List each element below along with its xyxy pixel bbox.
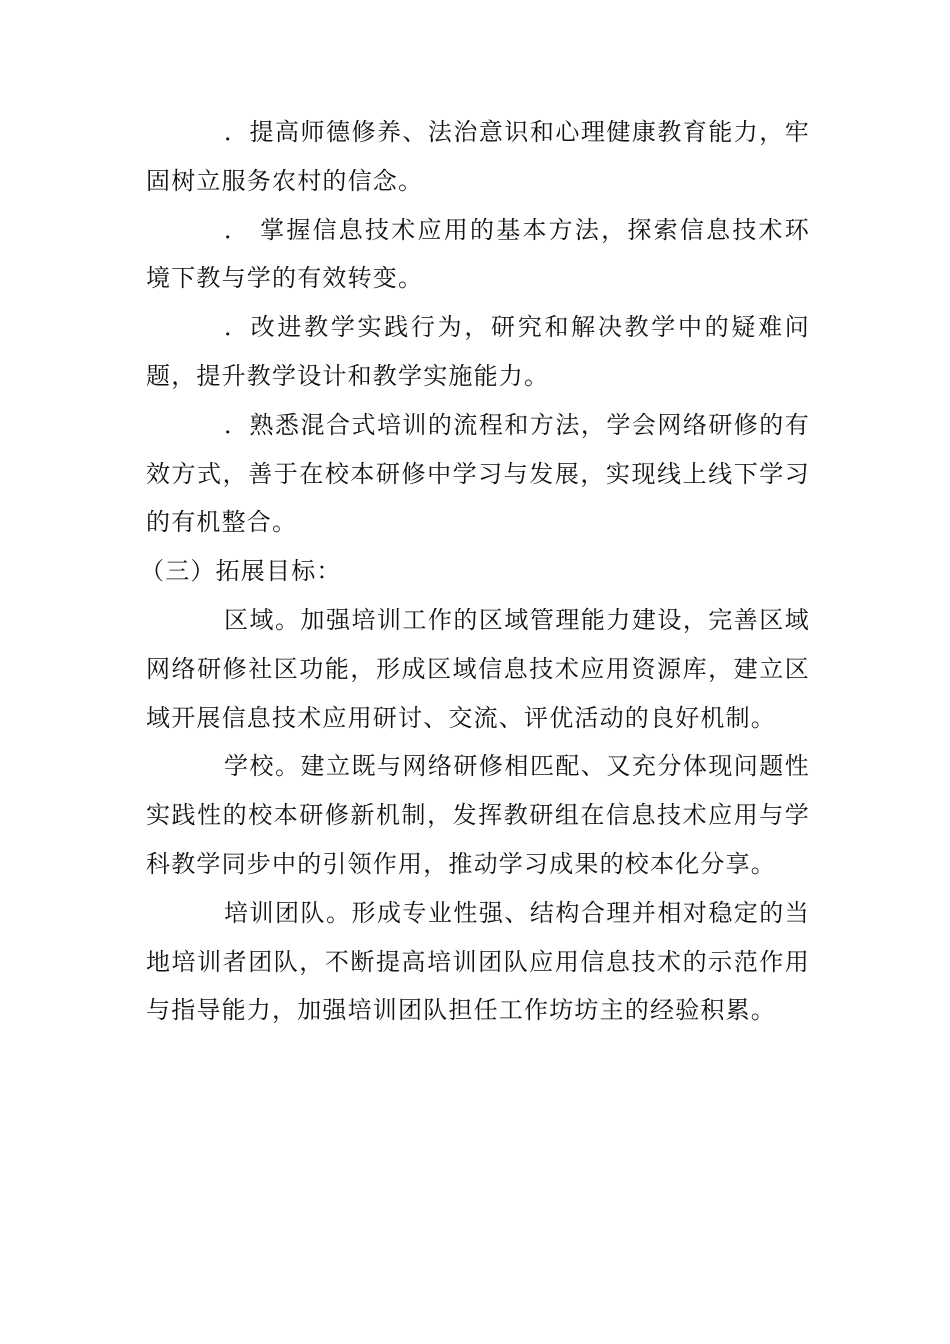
paragraph-extended-region: 区域。加强培训工作的区域管理能力建设，完善区域网络研修社区功能，形成区域信息技术应用资源库，建立区域开展信息技术应用研讨、交流、评优活动的良好机制。: [146, 605, 810, 732]
paragraph-goal-ethics: ．提高师德修养、法治意识和心理健康教育能力，牢固树立服务农村的信念。: [146, 118, 810, 195]
section-heading-extended-goals: （三）拓展目标：: [140, 557, 342, 586]
paragraph-extended-training-team: 培训团队。形成专业性强、结构合理并相对稳定的当地培训者团队，不断提高培训团队应用信息技术的示范作用与指导能力，加强培训团队担任工作坊坊主的经验积累。: [146, 898, 810, 1025]
paragraph-goal-it-methods: ． 掌握信息技术应用的基本方法，探索信息技术环境下教与学的有效转变。: [146, 215, 810, 293]
paragraph-extended-school: 学校。建立既与网络研修相匹配、又充分体现问题性实践性的校本研修新机制，发挥教研组在信息技术应用与学科教学同步中的引领作用，推动学习成果的校本化分享。: [146, 752, 810, 878]
paragraph-goal-blended-training: ．熟悉混合式培训的流程和方法，学会网络研修的有效方式，善于在校本研修中学习与发展，实现线上线下学习的有机整合。: [146, 410, 810, 537]
document-body: [140, 108, 810, 1035]
paragraph-goal-teaching-practice: ．改进教学实践行为，研究和解决教学中的疑难问题，提升教学设计和教学实施能力。: [146, 313, 810, 390]
